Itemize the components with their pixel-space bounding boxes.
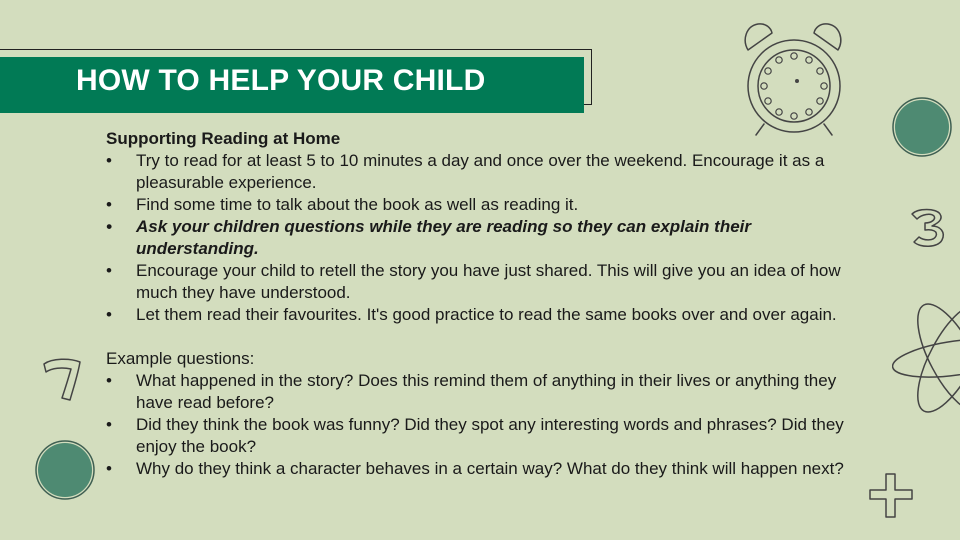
circle-dot-icon [34, 437, 98, 503]
list-item-emphasized: • Ask your children questions while they are reading so they can explain their understanding. [106, 216, 876, 260]
section-intro: Example questions: [106, 349, 255, 368]
list-item: • Did they think the book was funny? Did they spot any interesting words and phrases? Did they enjoy the book? [106, 414, 876, 458]
list-item: • What happened in the story? Does this remind them of anything in their lives or anything they have read before? [106, 370, 876, 414]
list-item: • Let them read their favourites. It's good practice to read the same books over and over again. [106, 304, 876, 326]
example-questions-list [106, 370, 876, 480]
slide-title: HOW TO HELP YOUR CHILD [76, 64, 486, 97]
alarm-clock-icon [738, 14, 848, 138]
slide-content [106, 128, 876, 480]
number-seven-icon [40, 356, 86, 404]
circle-dot-icon [890, 94, 954, 160]
number-three-icon [906, 206, 952, 250]
list-item: • Try to read for at least 5 to 10 minutes a day and once over the weekend. Encourage it as a pleasurable experience. [106, 150, 876, 194]
plus-icon [864, 470, 918, 522]
list-item: • Why do they think a character behaves in a certain way? What do they think will happen next? [106, 458, 876, 480]
list-item: • Find some time to talk about the book as well as reading it. [106, 194, 876, 216]
reading-tips-list [106, 150, 876, 326]
atom-icon [892, 296, 960, 422]
section-heading: Supporting Reading at Home [106, 129, 341, 148]
spacer [106, 326, 876, 348]
list-item: • Encourage your child to retell the story you have just shared. This will give you an idea of how much they have understood. [106, 260, 876, 304]
